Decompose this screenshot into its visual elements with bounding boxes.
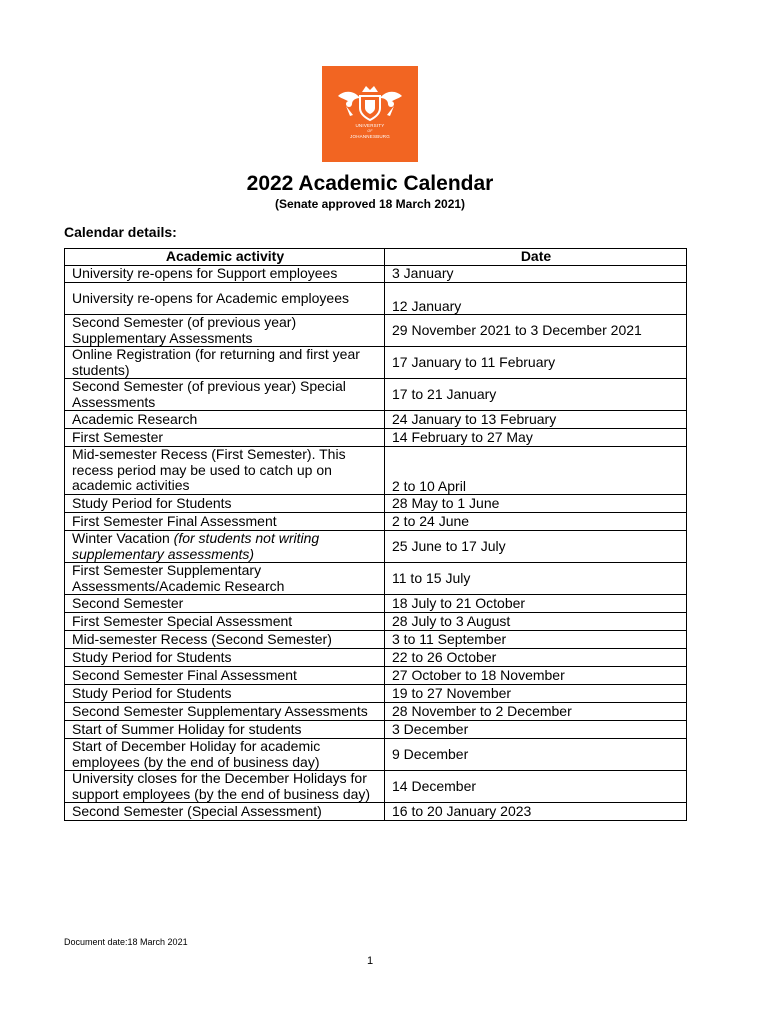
table-row [65, 513, 687, 531]
activity-text: Second Semester [72, 594, 184, 611]
activity-text: Second Semester (Special Assessment) [72, 802, 322, 819]
activity-cell [65, 649, 385, 667]
date-cell: 22 to 26 October [385, 649, 687, 667]
activity-text: First Semester Final Assessment [72, 512, 277, 529]
activity-text: First Semester Special Assessment [72, 612, 293, 629]
activity-cell [65, 685, 385, 703]
date-cell: 2 to 10 April [385, 447, 687, 495]
date-cell: 28 November to 2 December [385, 703, 687, 721]
date-cell: 2 to 24 June [385, 513, 687, 531]
activity-cell [65, 531, 385, 563]
date-cell: 12 January [385, 283, 687, 315]
date-cell: 24 January to 13 February [385, 411, 687, 429]
column-header-date: Date [385, 249, 687, 266]
date-cell: 9 December [385, 739, 687, 771]
date-cell: 19 to 27 November [385, 685, 687, 703]
activity-cell [65, 411, 385, 429]
table-row [65, 563, 687, 595]
table-row [65, 771, 687, 803]
calendar-table [64, 248, 687, 821]
table-row [65, 447, 687, 495]
activity-cell [65, 315, 385, 347]
activity-cell [65, 563, 385, 595]
activity-text: University closes for the December Holidays for support employees (by the end of business day) [72, 770, 371, 802]
activity-text: Study Period for Students [72, 684, 232, 701]
date-cell: 3 December [385, 721, 687, 739]
activity-text: Start of December Holiday for academic employees (by the end of business day) [72, 738, 321, 770]
page-subtitle: (Senate approved 18 March 2021) [274, 197, 466, 211]
activity-text: First Semester Supplementary Assessments/Academic Research [72, 562, 285, 594]
table-row [65, 667, 687, 685]
activity-cell [65, 595, 385, 613]
activity-cell [65, 283, 385, 315]
table-row [65, 631, 687, 649]
activity-cell [65, 667, 385, 685]
table-row [65, 283, 687, 315]
activity-text: Second Semester (of previous year) Special Assessments [72, 378, 346, 410]
date-cell: 28 May to 1 June [385, 495, 687, 513]
logo-text-johannesburg: JOHANNESBURG [350, 134, 390, 139]
activity-text: First Semester [72, 428, 164, 445]
activity-text: Academic Research [72, 410, 198, 427]
date-cell: 29 November 2021 to 3 December 2021 [385, 315, 687, 347]
activity-text: Study Period for Students [72, 648, 232, 665]
activity-cell [65, 739, 385, 771]
table-row [65, 379, 687, 411]
activity-text: Second Semester Supplementary Assessments [72, 702, 368, 719]
activity-cell [65, 803, 385, 821]
date-cell: 3 to 11 September [385, 631, 687, 649]
table-row [65, 613, 687, 631]
logo-text-university: UNIVERSITY [355, 123, 385, 128]
activity-text: University re-opens for Support employees [72, 265, 338, 282]
activity-text: University re-opens for Academic employees [72, 289, 350, 306]
table-row [65, 347, 687, 379]
activity-cell [65, 771, 385, 803]
table-row [65, 595, 687, 613]
table-row [65, 649, 687, 667]
table-row [65, 315, 687, 347]
activity-text: Second Semester (of previous year) Supplementary Assessments [72, 314, 297, 346]
column-header-activity: Academic activity [65, 249, 385, 266]
document-date: Document date:18 March 2021 [64, 937, 188, 947]
activity-cell [65, 513, 385, 531]
date-cell: 16 to 20 January 2023 [385, 803, 687, 821]
emblem-icon [322, 66, 418, 162]
table-row [65, 721, 687, 739]
activity-text: Online Registration (for returning and first year students) [72, 346, 360, 378]
activity-cell [65, 447, 385, 495]
activity-text: Second Semester Final Assessment [72, 666, 297, 683]
activity-cell [65, 631, 385, 649]
table-row [65, 495, 687, 513]
logo-text-of: OF [367, 129, 373, 133]
activity-text: Winter Vacation [72, 530, 170, 546]
table-row [65, 685, 687, 703]
date-cell: 17 January to 11 February [385, 347, 687, 379]
activity-cell [65, 495, 385, 513]
date-cell: 18 July to 21 October [385, 595, 687, 613]
date-cell: 17 to 21 January [385, 379, 687, 411]
activity-cell [65, 347, 385, 379]
date-cell: 3 January [385, 266, 687, 283]
activity-cell [65, 721, 385, 739]
activity-text: Start of Summer Holiday for students [72, 720, 302, 737]
date-cell: 27 October to 18 November [385, 667, 687, 685]
university-logo [322, 66, 418, 162]
table-row [65, 803, 687, 821]
table-header-row [65, 249, 687, 266]
table-row [65, 739, 687, 771]
activity-note: (for students not writing supplementary assessments) [72, 530, 320, 562]
activity-cell [65, 266, 385, 283]
activity-text: Mid-semester Recess (Second Semester) [72, 630, 332, 647]
activity-cell [65, 379, 385, 411]
section-heading: Calendar details: [64, 224, 177, 240]
table-row [65, 429, 687, 447]
table-row [65, 266, 687, 283]
activity-text: Mid-semester Recess (First Semester). This recess period may be used to catch up on academic activities [72, 446, 346, 494]
date-cell: 14 February to 27 May [385, 429, 687, 447]
page-number: 1 [366, 955, 374, 967]
activity-cell [65, 429, 385, 447]
date-cell: 11 to 15 July [385, 563, 687, 595]
table-row [65, 411, 687, 429]
table-row [65, 531, 687, 563]
activity-text: Study Period for Students [72, 494, 232, 511]
table-body [65, 266, 687, 821]
table-row [65, 703, 687, 721]
date-cell: 28 July to 3 August [385, 613, 687, 631]
activity-cell [65, 613, 385, 631]
date-cell: 25 June to 17 July [385, 531, 687, 563]
page-title: 2022 Academic Calendar [246, 172, 494, 195]
activity-cell [65, 703, 385, 721]
date-cell: 14 December [385, 771, 687, 803]
